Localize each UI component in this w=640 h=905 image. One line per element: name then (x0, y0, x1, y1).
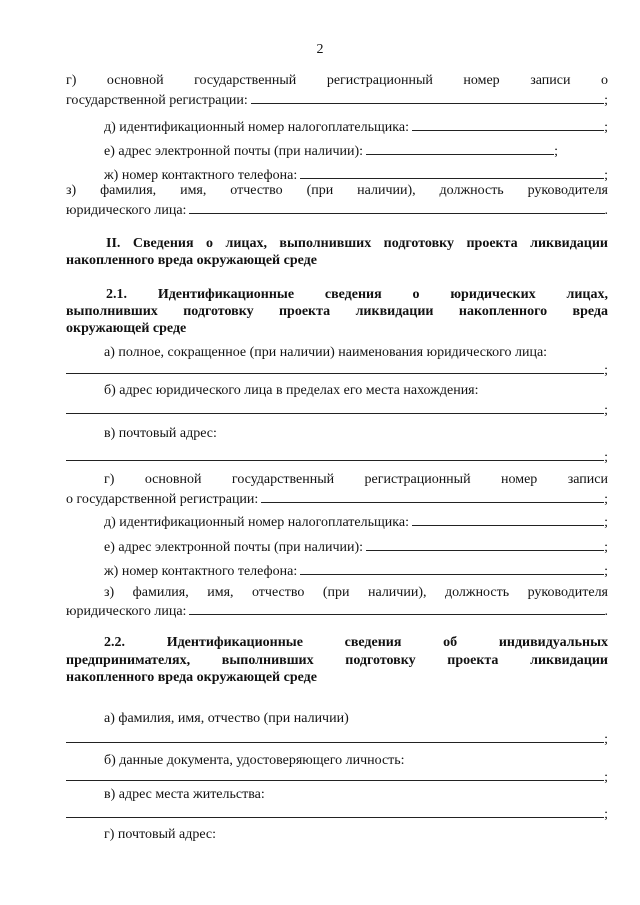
sub1-inn-field: д) идентификационный номер налогоплательщика: ; (104, 512, 608, 531)
sub1-email-blank (366, 537, 604, 551)
inn-field: д) идентификационный номер налогоплательщика: ; (104, 117, 608, 136)
postal-address-label: в) почтовый адрес: (104, 426, 217, 441)
sub1-head-field: юридического лица: . (66, 601, 608, 620)
postal-address-blank (66, 447, 604, 461)
section-title-line1: II. Сведения о лицах, выполнивших подготовку проекта ликвидации (106, 236, 608, 251)
legal-address-blank (66, 400, 604, 414)
inn-blank (412, 117, 604, 131)
sub1-ogrn-label: о государственной регистрации: (66, 492, 259, 507)
email-label: е) адрес электронной почты (при наличии): (104, 144, 364, 159)
section-title-line2: накопленного вреда окружающей среде (66, 253, 317, 268)
ogrn-blank (251, 90, 604, 104)
page-number: 2 (316, 42, 324, 57)
ip-id-doc-blank (66, 767, 604, 781)
sub1-title-line2: выполнивших подготовку проекта ликвидации накопленного вреда (66, 304, 608, 319)
postal-address-field: ; (66, 447, 608, 466)
sub1-email-field: е) адрес электронной почты (при наличии): ; (104, 537, 608, 556)
head-name-label: юридического лица: (66, 203, 187, 218)
sub1-title-line3: окружающей среде (66, 321, 187, 336)
phone-blank (300, 165, 604, 179)
email-field: е) адрес электронной почты (при наличии): ; (104, 141, 558, 160)
head-name-blank (189, 200, 604, 214)
sub2-title-line3: накопленного вреда окружающей среде (66, 670, 317, 685)
ip-fio-blank (66, 729, 604, 743)
sub1-email-label: е) адрес электронной почты (при наличии): (104, 540, 364, 555)
phone-field: ж) номер контактного телефона: ; (104, 165, 608, 184)
ip-id-doc-label: б) данные документа, удостоверяющего личность: (104, 753, 405, 768)
sub1-head-blank (189, 601, 604, 615)
sub1-phone-blank (300, 561, 604, 575)
ip-fio-field: ; (66, 729, 608, 748)
phone-label: ж) номер контактного телефона: (104, 168, 298, 183)
legal-address-field: ; (66, 400, 608, 419)
sub1-inn-blank (412, 512, 604, 526)
sub1-head-line1: з) фамилия, имя, отчество (при наличии), должность руководителя (104, 585, 608, 600)
sub1-ogrn-field: о государственной регистрации: ; (66, 489, 608, 508)
ogrn-line1: г) основной государственный регистрационный номер записи о (66, 73, 608, 88)
legal-address-label: б) адрес юридического лица в пределах его места нахождения: (104, 383, 479, 398)
sub1-phone-field: ж) номер контактного телефона: ; (104, 561, 608, 580)
email-blank (366, 141, 554, 155)
ip-postal-label: г) почтовый адрес: (104, 827, 217, 842)
sub1-ogrn-blank (261, 489, 604, 503)
legal-name-field: ; (66, 360, 608, 379)
ip-residence-field: ; (66, 804, 608, 823)
sub1-phone-label: ж) номер контактного телефона: (104, 564, 298, 579)
sub1-inn-label: д) идентификационный номер налогоплательщика: (104, 515, 409, 530)
ip-residence-blank (66, 804, 604, 818)
inn-label: д) идентификационный номер налогоплательщика: (104, 120, 409, 135)
ogrn-field: государственной регистрации: ; (66, 90, 608, 109)
sub1-head-label: юридического лица: (66, 604, 187, 619)
head-name-field: юридического лица: . (66, 200, 608, 219)
legal-name-label: а) полное, сокращенное (при наличии) наименования юридического лица: (104, 345, 548, 360)
sub2-title-line2: предпринимателях, выполнивших подготовку проекта ликвидации (66, 653, 608, 668)
ip-fio-label: а) фамилия, имя, отчество (при наличии) (104, 711, 349, 726)
ip-residence-label: в) адрес места жительства: (104, 787, 265, 802)
ip-id-doc-field: ; (66, 767, 608, 786)
ogrn-label: государственной регистрации: (66, 93, 248, 108)
sub1-ogrn-line1: г) основной государственный регистрационный номер записи (104, 472, 608, 487)
sub2-title-line1: 2.2. Идентификационные сведения об индивидуальных (104, 635, 608, 650)
head-name-line1: з) фамилия, имя, отчество (при наличии), должность руководителя (66, 183, 608, 198)
legal-name-blank (66, 360, 604, 374)
sub1-title-line1: 2.1. Идентификационные сведения о юридических лицах, (106, 287, 608, 302)
